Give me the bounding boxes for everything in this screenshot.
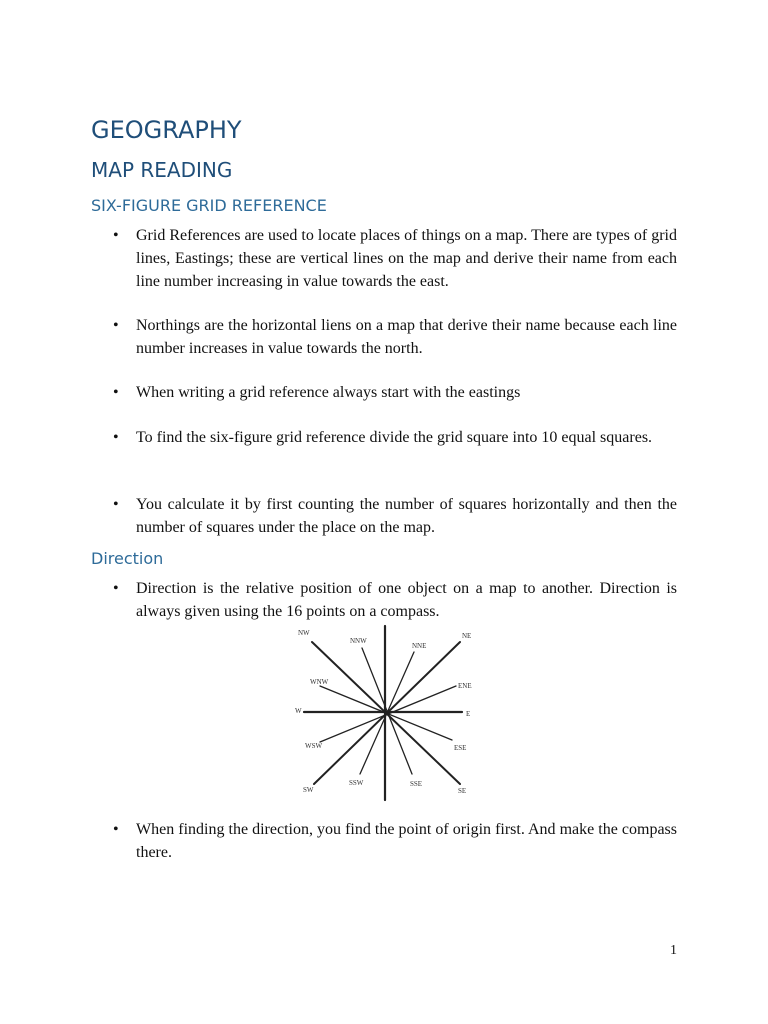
compass-rose-diagram (290, 624, 480, 804)
compass-label-wnw: WNW (310, 678, 329, 686)
compass-label-ese: ESE (454, 744, 467, 752)
compass-label-e: E (466, 710, 471, 718)
page-number: 1 (670, 943, 677, 958)
compass-label-ene: ENE (458, 682, 472, 690)
compass-label-se: SE (458, 787, 467, 795)
list-item-text: Direction is the relative position of one object on a map to another. Direction is always given using the 16 points on a compass. (136, 580, 677, 620)
document-subtitle: MAP READING (91, 158, 233, 182)
bullet-icon: • (113, 317, 119, 334)
list-item-text: When writing a grid reference always start with the eastings (136, 384, 521, 401)
compass-label-w: W (295, 707, 302, 715)
bullet-icon: • (113, 496, 119, 513)
list-item-text: To find the six-figure grid reference divide the grid square into 10 equal squares. (136, 429, 653, 446)
bullet-icon: • (113, 821, 119, 838)
bullet-icon: • (113, 227, 119, 244)
section-heading-direction: Direction (91, 549, 164, 568)
compass-label-nw: NW (298, 629, 310, 637)
compass-label-wsw: WSW (305, 742, 323, 750)
list-item-text: Grid References are used to locate places of things on a map. There are types of grid lines, Eastings; these are vertical lines on the map and derive their name from each line number increasing in value towards the east. (136, 227, 677, 290)
list-item-text: When finding the direction, you find the point of origin first. And make the compass there. (136, 821, 677, 861)
document-title: GEOGRAPHY (91, 116, 242, 144)
compass-label-nnw: NNW (350, 637, 367, 645)
compass-label-ssw: SSW (349, 779, 364, 787)
list-item-text: Northings are the horizontal liens on a map that derive their name because each line number increases in value towards the north. (136, 317, 677, 357)
section-heading-grid-reference: SIX-FIGURE GRID REFERENCE (91, 196, 327, 215)
list-item-text: You calculate it by first counting the number of squares horizontally and then the number of squares under the place on the map. (136, 496, 677, 536)
bullet-icon: • (113, 384, 119, 401)
compass-label-ne: NE (462, 632, 472, 640)
bullet-icon: • (113, 580, 119, 597)
compass-label-sse: SSE (410, 780, 423, 788)
bullet-icon: • (113, 429, 119, 446)
compass-label-nne: NNE (412, 642, 427, 650)
compass-label-sw: SW (303, 786, 314, 794)
